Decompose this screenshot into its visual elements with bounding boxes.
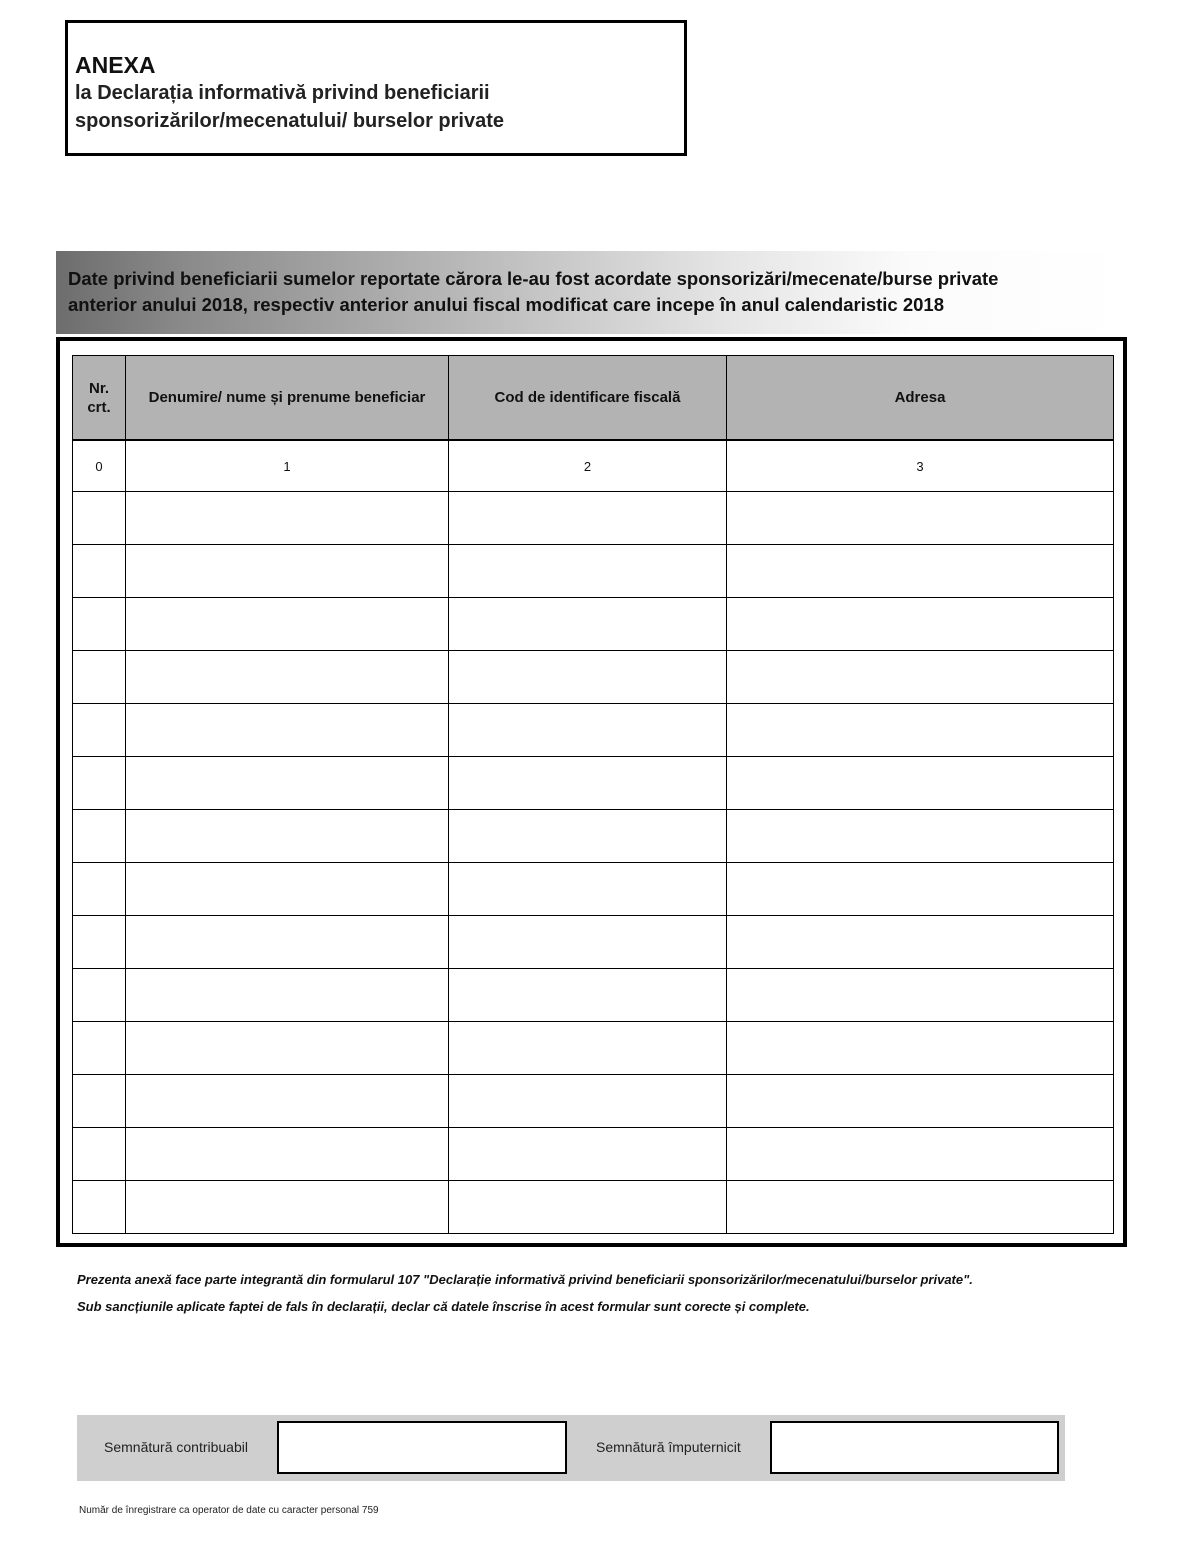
header-fiscal-code: Cod de identificare fiscală: [449, 356, 727, 441]
table-row: [73, 1181, 1114, 1234]
cell-beneficiary-name[interactable]: [126, 810, 449, 863]
cell-address[interactable]: [727, 916, 1114, 969]
cell-beneficiary-name[interactable]: [126, 1181, 449, 1234]
table-row: [73, 810, 1114, 863]
cell-fiscal-code[interactable]: [449, 863, 727, 916]
cell-address[interactable]: [727, 1181, 1114, 1234]
cell-fiscal-code[interactable]: [449, 757, 727, 810]
table-row: [73, 492, 1114, 545]
section-heading-line2: anterior anului 2018, respectiv anterior anului fiscal modificat care incepe în anul calendaristic 2018: [68, 294, 945, 315]
proxy-signature-field[interactable]: [770, 1421, 1059, 1474]
cell-beneficiary-name[interactable]: [126, 863, 449, 916]
cell-address[interactable]: [727, 810, 1114, 863]
table-row: [73, 651, 1114, 704]
cell-fiscal-code[interactable]: [449, 492, 727, 545]
annex-subtitle-line1: la Declarația informativă privind beneficiarii: [75, 82, 490, 104]
cell-fiscal-code[interactable]: [449, 916, 727, 969]
cell-beneficiary-name[interactable]: [126, 598, 449, 651]
cell-fiscal-code[interactable]: [449, 1075, 727, 1128]
cell-address[interactable]: [727, 492, 1114, 545]
table-row: [73, 1075, 1114, 1128]
cell-nr-crt[interactable]: [73, 492, 126, 545]
cell-fiscal-code[interactable]: [449, 598, 727, 651]
cell-nr-crt[interactable]: [73, 863, 126, 916]
column-number-row: [73, 440, 1114, 492]
table-row: [73, 757, 1114, 810]
cell-address[interactable]: [727, 969, 1114, 1022]
taxpayer-signature-label: Semnătură contribuabil: [104, 1439, 248, 1455]
cell-fiscal-code[interactable]: [449, 810, 727, 863]
cell-beneficiary-name[interactable]: [126, 1128, 449, 1181]
cell-address[interactable]: [727, 651, 1114, 704]
column-number-3: 3: [727, 440, 1114, 492]
table-row: [73, 1022, 1114, 1075]
cell-address[interactable]: [727, 1128, 1114, 1181]
integral-part-note: Prezenta anexă face parte integrantă din formularul 107 "Declarație informativă privind beneficiarii sponsorizărilor/mecenatului/burselor private".: [77, 1272, 973, 1287]
cell-address[interactable]: [727, 704, 1114, 757]
false-declaration-note: Sub sancțiunile aplicate faptei de fals în declarații, declar că datele înscrise în acest formular sunt corecte și complete.: [77, 1299, 810, 1314]
cell-fiscal-code[interactable]: [449, 1181, 727, 1234]
table-row: [73, 916, 1114, 969]
cell-fiscal-code[interactable]: [449, 651, 727, 704]
header-beneficiary-name: Denumire/ nume și prenume beneficiar: [126, 356, 449, 441]
header-address: Adresa: [727, 356, 1114, 441]
cell-beneficiary-name[interactable]: [126, 916, 449, 969]
cell-address[interactable]: [727, 598, 1114, 651]
cell-beneficiary-name[interactable]: [126, 704, 449, 757]
annex-title: ANEXA: [75, 52, 156, 78]
cell-beneficiary-name[interactable]: [126, 1022, 449, 1075]
cell-fiscal-code[interactable]: [449, 969, 727, 1022]
beneficiaries-table: [72, 355, 1114, 1234]
cell-address[interactable]: [727, 757, 1114, 810]
annex-subtitle-line2: sponsorizărilor/mecenatului/ burselor private: [75, 110, 505, 132]
cell-nr-crt[interactable]: [73, 916, 126, 969]
table-header-row: [73, 356, 1114, 441]
table-row: [73, 863, 1114, 916]
taxpayer-signature-field[interactable]: [277, 1421, 567, 1474]
cell-fiscal-code[interactable]: [449, 1022, 727, 1075]
cell-nr-crt[interactable]: [73, 1128, 126, 1181]
cell-address[interactable]: [727, 863, 1114, 916]
cell-nr-crt[interactable]: [73, 651, 126, 704]
cell-fiscal-code[interactable]: [449, 704, 727, 757]
table-row: [73, 545, 1114, 598]
cell-beneficiary-name[interactable]: [126, 651, 449, 704]
annex-title-box: [65, 20, 687, 156]
section-heading-line1: Date privind beneficiarii sumelor reportate cărora le-au fost acordate sponsorizări/mecenate/burse private: [68, 268, 999, 289]
cell-beneficiary-name[interactable]: [126, 1075, 449, 1128]
cell-fiscal-code[interactable]: [449, 545, 727, 598]
cell-nr-crt[interactable]: [73, 1075, 126, 1128]
cell-nr-crt[interactable]: [73, 545, 126, 598]
column-number-0: 0: [73, 440, 126, 492]
cell-beneficiary-name[interactable]: [126, 969, 449, 1022]
cell-address[interactable]: [727, 1075, 1114, 1128]
cell-beneficiary-name[interactable]: [126, 492, 449, 545]
table-row: [73, 704, 1114, 757]
cell-nr-crt[interactable]: [73, 757, 126, 810]
cell-nr-crt[interactable]: [73, 810, 126, 863]
cell-nr-crt[interactable]: [73, 1022, 126, 1075]
section-heading-band: [56, 251, 1126, 334]
cell-nr-crt[interactable]: [73, 1181, 126, 1234]
table-row: [73, 969, 1114, 1022]
cell-nr-crt[interactable]: [73, 704, 126, 757]
proxy-signature-label: Semnătură împuternicit: [596, 1439, 741, 1455]
cell-beneficiary-name[interactable]: [126, 757, 449, 810]
cell-address[interactable]: [727, 1022, 1114, 1075]
cell-nr-crt[interactable]: [73, 598, 126, 651]
column-number-1: 1: [126, 440, 449, 492]
cell-nr-crt[interactable]: [73, 969, 126, 1022]
cell-beneficiary-name[interactable]: [126, 545, 449, 598]
column-number-2: 2: [449, 440, 727, 492]
table-row: [73, 598, 1114, 651]
cell-address[interactable]: [727, 545, 1114, 598]
header-nr-crt: Nr. crt.: [73, 356, 126, 441]
table-row: [73, 1128, 1114, 1181]
cell-fiscal-code[interactable]: [449, 1128, 727, 1181]
data-operator-registration: Număr de înregistrare ca operator de date cu caracter personal 759: [79, 1505, 379, 1516]
